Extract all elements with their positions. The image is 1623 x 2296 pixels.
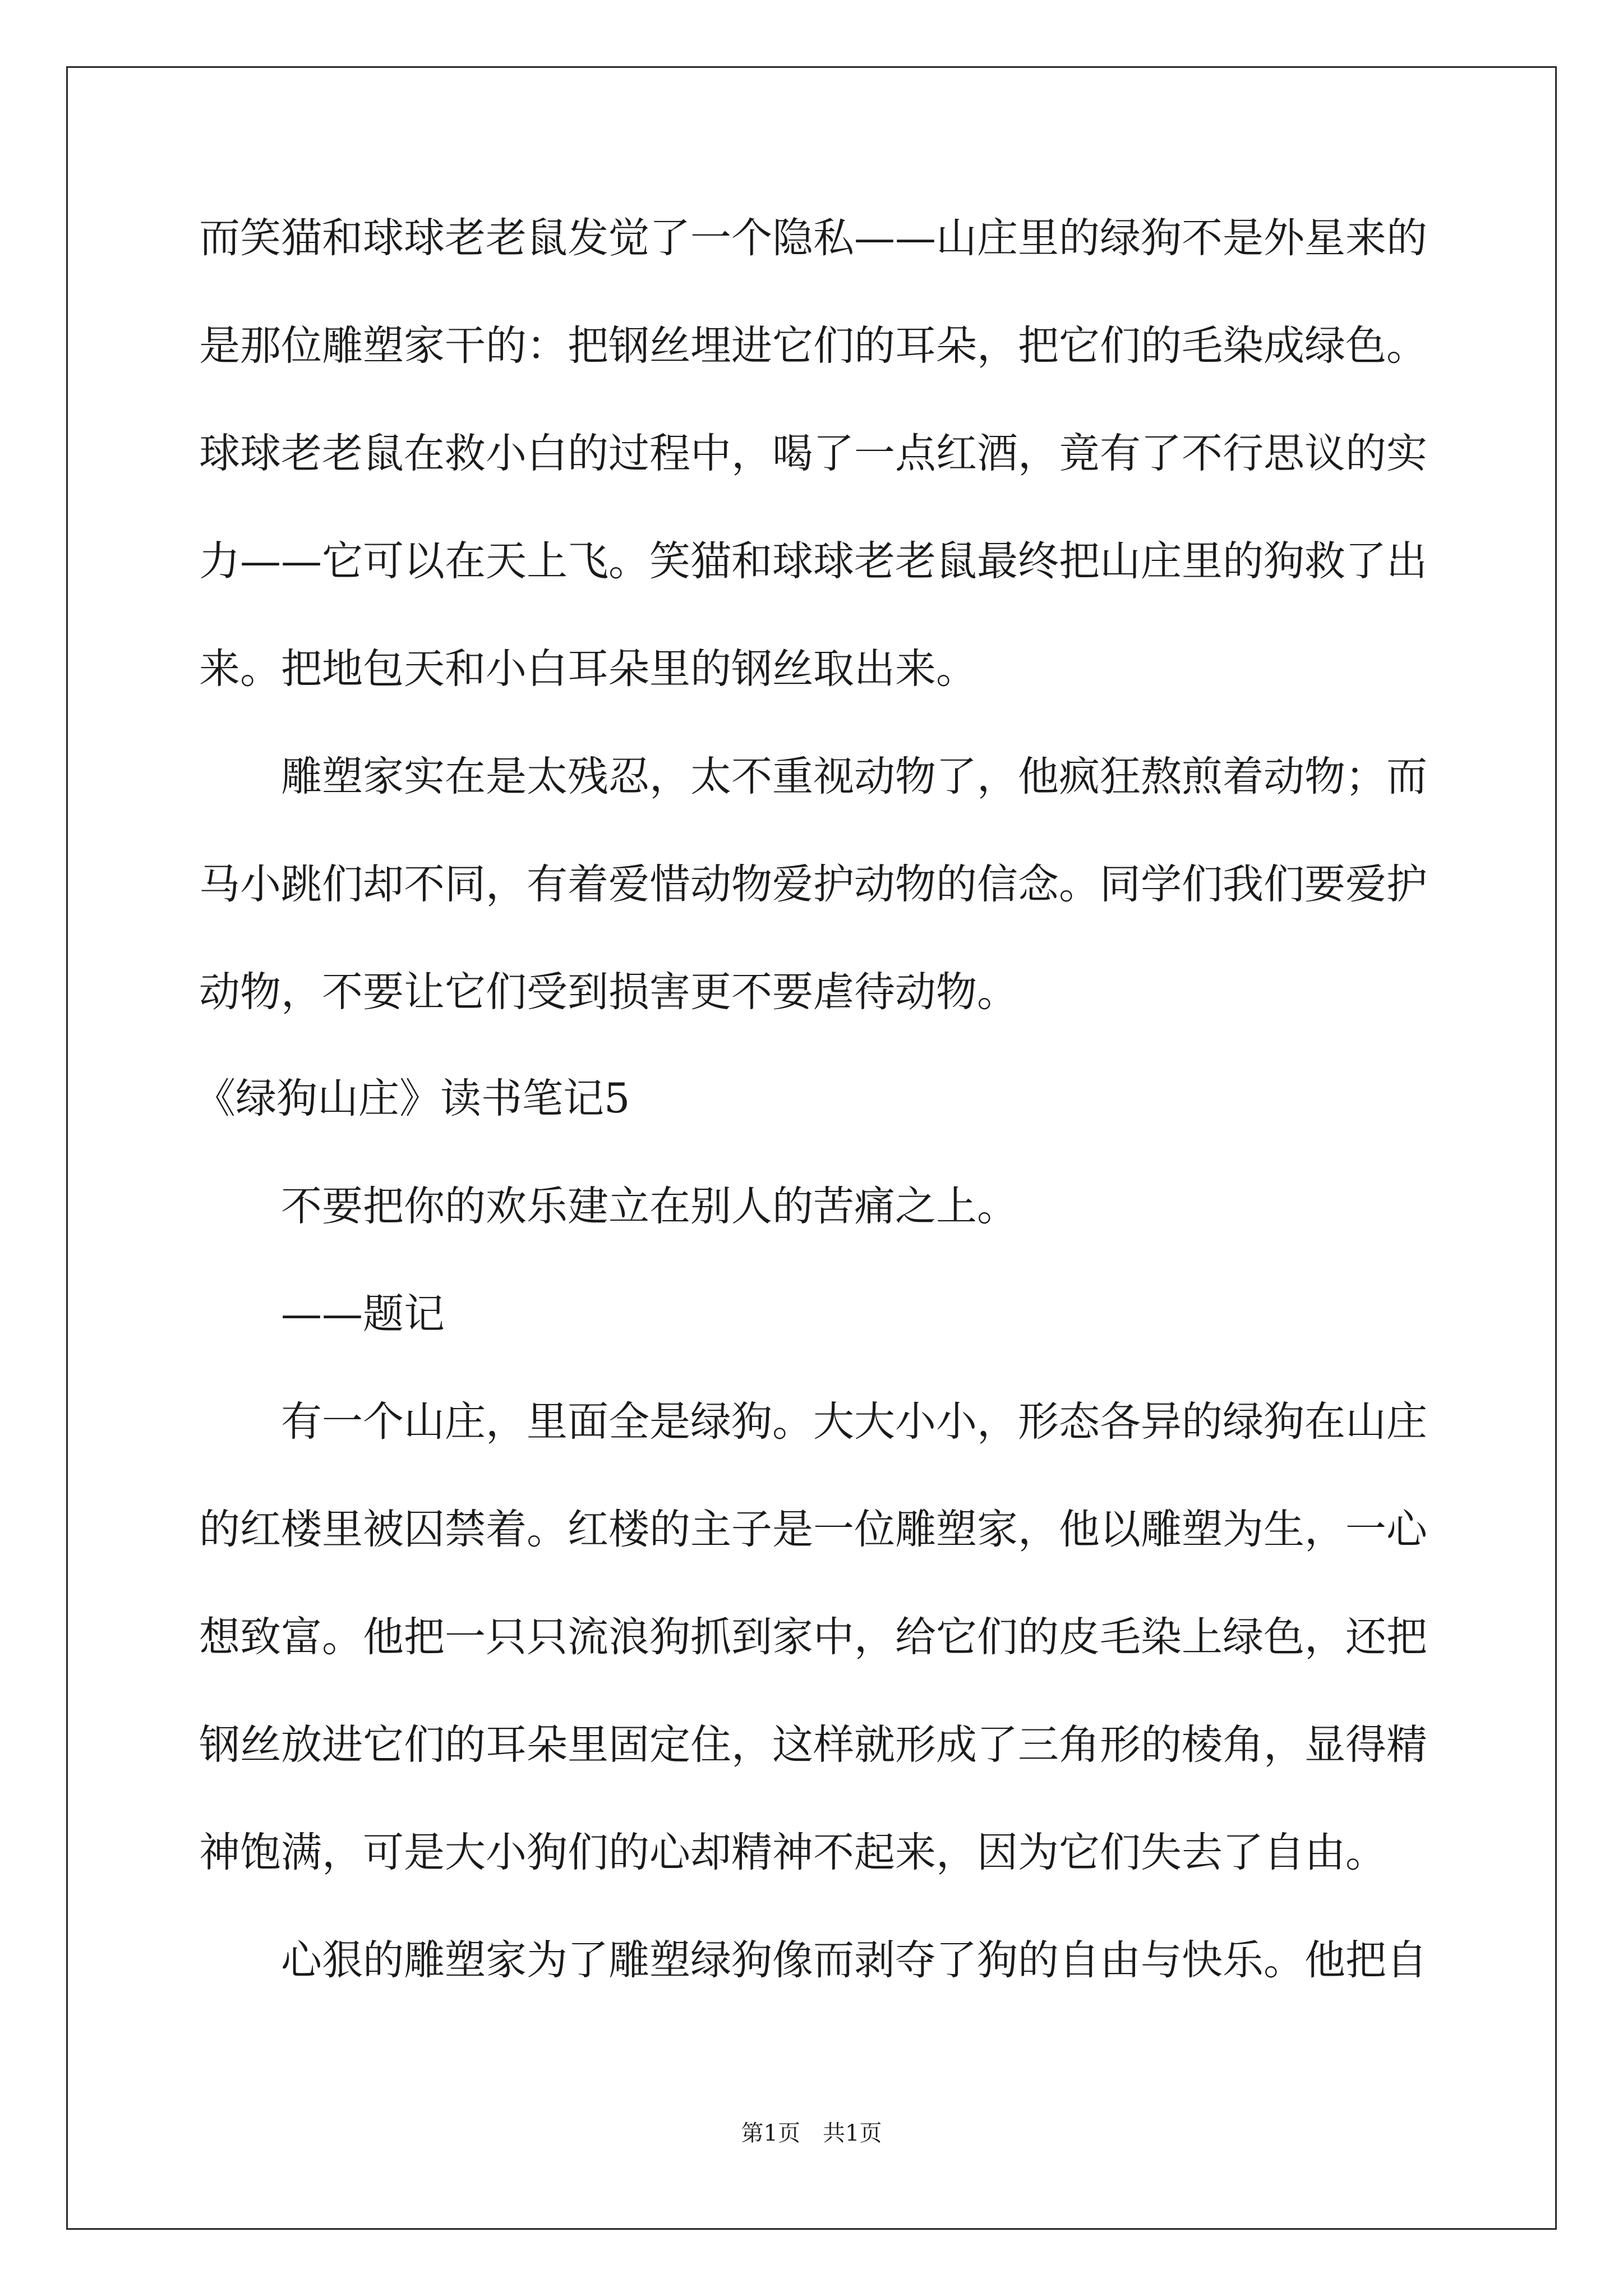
page-border xyxy=(66,66,1557,2230)
paragraph-start-line: 雕塑家实在是太残忍，太不重视动物了，他疯狂熬煎着动物；而 xyxy=(281,753,1427,800)
text-line: 的红楼里被囚禁着。红楼的主子是一位雕塑家，他以雕塑为生，一心 xyxy=(199,1506,1427,1553)
text-line: 来。把地包天和小白耳朵里的钢丝取出来。 xyxy=(199,645,977,693)
page-footer: 第1页 共1页 xyxy=(741,2120,882,2146)
epigraph-attribution: ——题记 xyxy=(281,1290,445,1338)
text-line: 钢丝放进它们的耳朵里固定住，这样就形成了三角形的棱角，显得精 xyxy=(199,1721,1427,1769)
text-line: 球球老老鼠在救小白的过程中，喝了一点红酒，竟有了不行思议的实 xyxy=(199,430,1427,477)
paragraph-start-line: 有一个山庄，里面全是绿狗。大大小小，形态各异的绿狗在山庄 xyxy=(281,1398,1427,1446)
text-line: 是那位雕塑家干的：把钢丝埋进它们的耳朵，把它们的毛染成绿色。 xyxy=(199,322,1427,370)
section-heading: 《绿狗山庄》读书笔记5 xyxy=(195,1075,630,1122)
text-line: 神饱满，可是大小狗们的心却精神不起来，因为它们失去了自由。 xyxy=(199,1829,1386,1876)
text-line: 动物，不要让它们受到损害更不要虐待动物。 xyxy=(199,968,1018,1016)
text-line: 想致富。他把一只只流浪狗抓到家中，给它们的皮毛染上绿色，还把 xyxy=(199,1613,1427,1661)
epigraph: 不要把你的欢乐建立在别人的苦痛之上。 xyxy=(281,1182,1018,1230)
text-line: 而笑猫和球球老老鼠发觉了一个隐私——山庄里的绿狗不是外星来的 xyxy=(199,214,1427,262)
text-line: 力——它可以在天上飞。笑猫和球球老老鼠最终把山庄里的狗救了出 xyxy=(199,537,1427,585)
text-line: 马小跳们却不同，有着爱惜动物爱护动物的信念。同学们我们要爱护 xyxy=(199,861,1427,908)
paragraph-start-line: 心狠的雕塑家为了雕塑绿狗像而剥夺了狗的自由与快乐。他把自 xyxy=(281,1936,1427,1984)
